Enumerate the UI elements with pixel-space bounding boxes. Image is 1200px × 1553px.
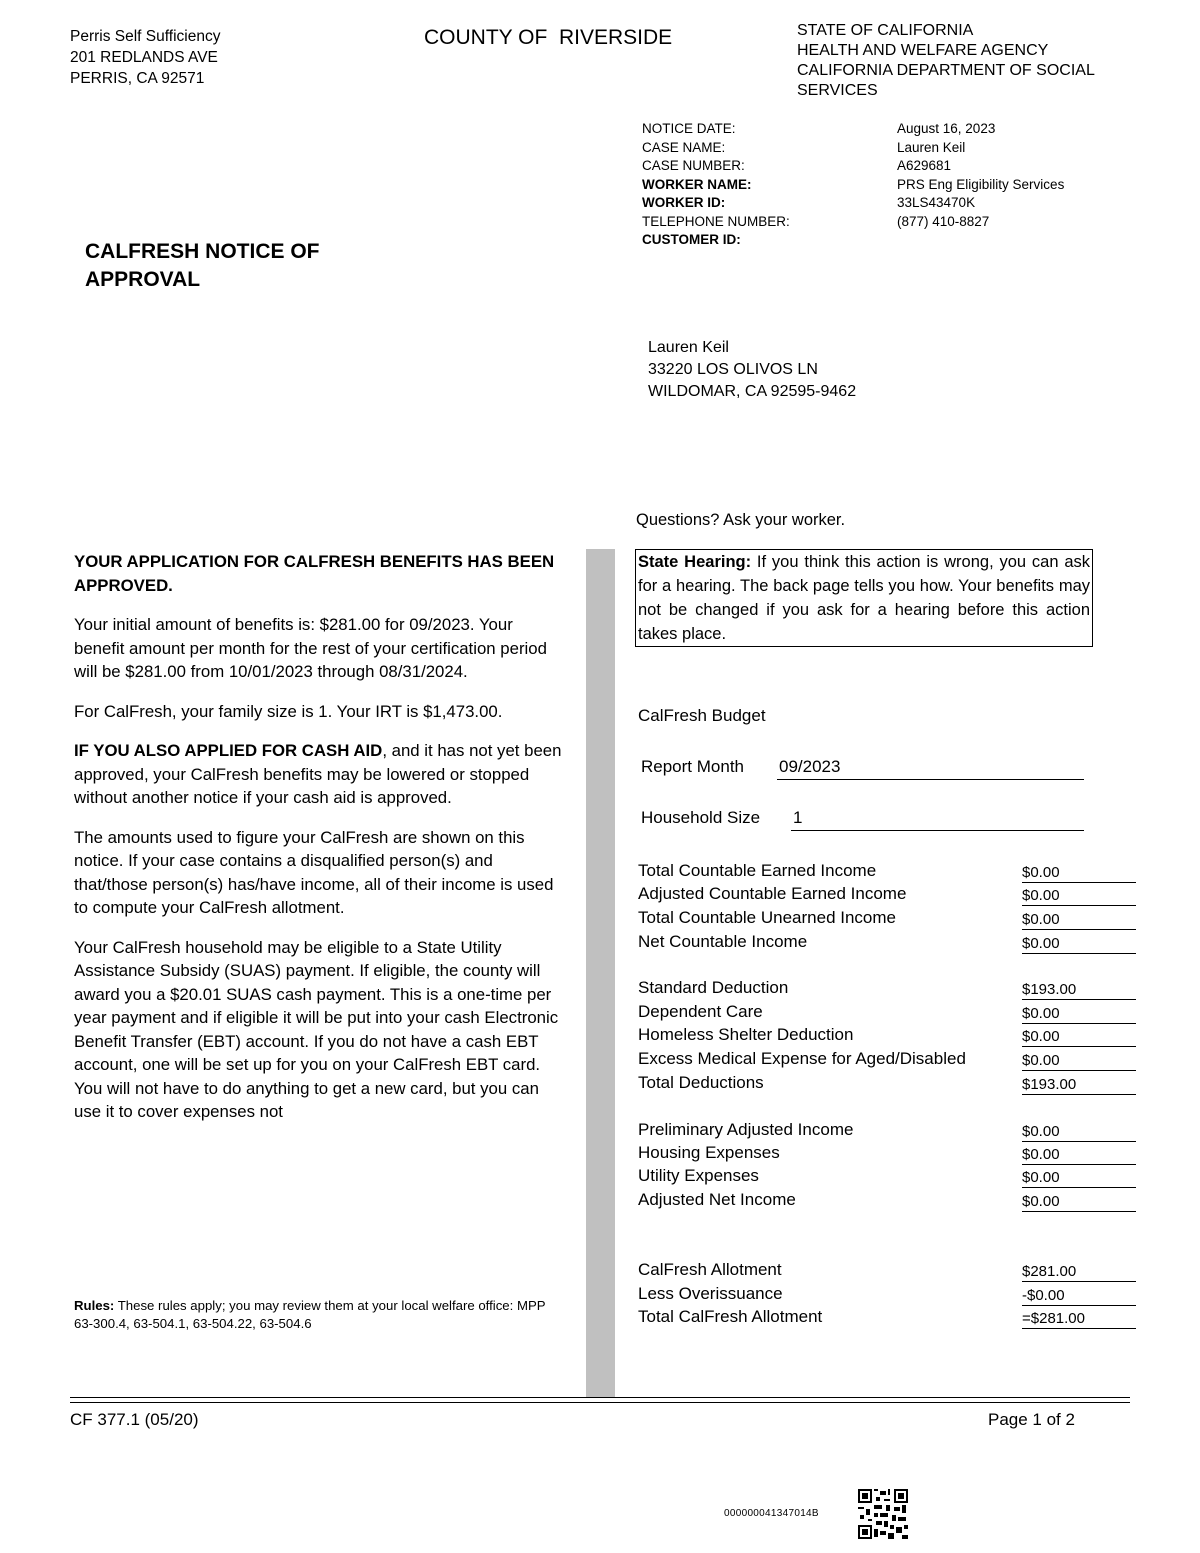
state-hearing-text: If you think this action is wrong, you can ask for a hearing. The back page tells you how. Your benefits may not be changed if you ask for a hearing before this action takes place. <box>638 553 1091 643</box>
budget-row <box>638 1260 1138 1283</box>
budget-row-value: $0.00 <box>1022 910 1136 930</box>
case-number-value: A629681 <box>897 158 952 173</box>
case-number-label: CASE NUMBER: <box>642 158 745 173</box>
state-agency-line: HEALTH AND WELFARE AGENCY <box>797 42 1049 59</box>
budget-row <box>638 1120 1138 1143</box>
budget-row-value: $193.00 <box>1022 980 1136 1000</box>
budget-row-label: Housing Expenses <box>638 1143 780 1162</box>
budget-row <box>638 978 1138 1001</box>
budget-row-label: Adjusted Countable Earned Income <box>638 884 907 903</box>
case-name-label: CASE NAME: <box>642 139 726 155</box>
notice-date-value: August 16, 2023 <box>897 121 996 136</box>
budget-row-label: Total CalFresh Allotment <box>638 1307 823 1326</box>
state-agency-line: CALIFORNIA DEPARTMENT OF SOCIAL <box>797 62 1095 79</box>
telephone-label: TELEPHONE NUMBER: <box>642 213 790 229</box>
office-address <box>70 26 220 89</box>
report-month-label: Report Month <box>641 757 744 776</box>
qr-code-icon <box>858 1489 908 1539</box>
cash-aid-paragraph <box>74 739 564 810</box>
budget-row-label: Standard Deduction <box>638 978 789 997</box>
questions-text: Questions? Ask your worker. <box>636 511 846 529</box>
household-size-field <box>641 808 803 828</box>
budget-row-label: Adjusted Net Income <box>638 1190 796 1209</box>
budget-row-label: Homeless Shelter Deduction <box>638 1025 854 1044</box>
notice-date-label: NOTICE DATE: <box>642 121 736 136</box>
case-info-row <box>642 231 1064 250</box>
budget-row-value: $193.00 <box>1022 1075 1136 1095</box>
budget-row-value: $0.00 <box>1022 934 1136 954</box>
column-divider-bar <box>586 549 615 1398</box>
case-info <box>642 120 1064 250</box>
footer-rule <box>70 1402 1130 1403</box>
budget-row-value: $0.00 <box>1022 1027 1136 1047</box>
budget-row-value: $0.00 <box>1022 1192 1136 1212</box>
budget-row-label: Dependent Care <box>638 1002 763 1021</box>
cash-aid-heading: IF YOU ALSO APPLIED FOR CASH AID <box>74 741 383 760</box>
case-info-row <box>642 157 1064 176</box>
footer-rule <box>70 1397 1130 1398</box>
recipient-address <box>648 337 856 403</box>
recipient-line: WILDOMAR, CA 92595-9462 <box>648 383 857 400</box>
budget-row <box>638 884 1138 907</box>
budget-row <box>638 908 1138 931</box>
case-info-row <box>642 176 1064 195</box>
recipient-line: Lauren Keil <box>648 339 729 356</box>
case-info-row <box>642 139 1064 158</box>
budget-row-value: $0.00 <box>1022 1004 1136 1024</box>
budget-row-label: Excess Medical Expense for Aged/Disabled <box>638 1049 966 1068</box>
household-size-label: Household Size <box>641 808 761 827</box>
budget-row-label: CalFresh Allotment <box>638 1260 782 1279</box>
budget-row-label: Total Deductions <box>638 1073 764 1092</box>
budget-row <box>638 1049 1138 1072</box>
budget-row-value: $281.00 <box>1022 1262 1136 1282</box>
budget-row <box>638 1284 1138 1307</box>
rules-note <box>74 1297 564 1333</box>
suas-paragraph: Your CalFresh household may be eligible to a State Utility Assistance Subsidy (SUAS) payment. If eligible, the county will award you a $20.01 SUAS cash payment. This is a one-time per year payment and if eligible it will be put into your cash Electronic Benefit Transfer (EBT) account. If you do not have a cash EBT account, one will be set up for you on your CalFresh EBT card. You will not have to do anything to get a new card, but you can use it to cover expenses not <box>74 937 559 1121</box>
budget-row-value: $0.00 <box>1022 1122 1136 1142</box>
worker-name-value: PRS Eng Eligibility Services <box>897 176 1065 192</box>
cash-aid-text: , and it has not yet been approved, your CalFresh benefits may be lowered or stopped without another notice if your cash aid is approved. <box>74 741 562 807</box>
budget-title: CalFresh Budget <box>638 706 766 725</box>
approval-heading: YOUR APPLICATION FOR CALFRESH BENEFITS HAS BEEN APPROVED. <box>74 552 555 595</box>
worker-id-value: 33LS43470K <box>897 195 976 210</box>
report-month-value: 09/2023 <box>777 757 1084 780</box>
state-agency <box>797 21 1157 101</box>
office-address-line: Perris Self Sufficiency <box>70 28 221 45</box>
budget-row <box>638 861 1138 884</box>
budget-row-value: =$281.00 <box>1022 1309 1136 1329</box>
budget-row <box>638 1073 1138 1096</box>
budget-row <box>638 1143 1138 1166</box>
case-info-row <box>642 120 1064 139</box>
budget-row <box>638 1166 1138 1189</box>
state-hearing-box <box>635 549 1093 647</box>
budget-row-value: $0.00 <box>1022 1145 1136 1165</box>
budget-row-value: $0.00 <box>1022 863 1136 883</box>
worker-id-label: WORKER ID: <box>642 195 726 210</box>
approval-body <box>74 550 564 1140</box>
report-month-field <box>641 757 841 777</box>
notice-title-line: CALFRESH NOTICE OF <box>85 240 320 263</box>
barcode-number: 000000041347014B <box>724 1508 819 1519</box>
budget-row-value: $0.00 <box>1022 886 1136 906</box>
budget-row-value: $0.00 <box>1022 1051 1136 1071</box>
budget-row-value: -$0.00 <box>1022 1286 1136 1306</box>
state-agency-line: SERVICES <box>797 82 878 99</box>
page-number: Page 1 of 2 <box>988 1410 1075 1429</box>
budget-row-label: Utility Expenses <box>638 1166 759 1185</box>
rules-label: Rules: <box>74 1298 115 1313</box>
budget-row-label: Less Overissuance <box>638 1284 783 1303</box>
rules-text: These rules apply; you may review them at your local welfare office: MPP 63-300.4, 63-504.1, 63-504.22, 63-504.6 <box>74 1298 546 1331</box>
notice-title <box>85 238 320 294</box>
customer-id-label: CUSTOMER ID: <box>642 232 741 247</box>
budget-row-value: $0.00 <box>1022 1168 1136 1188</box>
budget-row-label: Preliminary Adjusted Income <box>638 1120 854 1139</box>
form-id: CF 377.1 (05/20) <box>70 1410 199 1429</box>
county-title: COUNTY OF RIVERSIDE <box>424 26 673 49</box>
budget-row-label: Total Countable Unearned Income <box>638 908 896 927</box>
budget-row <box>638 1002 1138 1025</box>
case-info-row <box>642 213 1064 232</box>
amounts-paragraph: The amounts used to figure your CalFresh are shown on this notice. If your case contains a disqualified person(s) and that/those person(s) has/have income, all of their income is used to compute your CalFresh allotment. <box>74 827 554 917</box>
office-address-line: 201 REDLANDS AVE <box>70 49 218 66</box>
budget-row <box>638 1190 1138 1213</box>
office-address-line: PERRIS, CA 92571 <box>70 70 205 87</box>
budget-row-label: Total Countable Earned Income <box>638 861 877 880</box>
budget-row <box>638 1307 1138 1330</box>
budget-row <box>638 932 1138 955</box>
budget-row-label: Net Countable Income <box>638 932 808 951</box>
budget-row <box>638 1025 1138 1048</box>
family-size-paragraph: For CalFresh, your family size is 1. Your IRT is $1,473.00. <box>74 701 503 721</box>
recipient-line: 33220 LOS OLIVOS LN <box>648 361 818 378</box>
notice-title-line: APPROVAL <box>85 268 201 291</box>
initial-benefit-paragraph: Your initial amount of benefits is: $281.00 for 09/2023. Your benefit amount per month for the rest of your certification period will be $281.00 from 10/01/2023 through 08/31/2024. <box>74 615 547 681</box>
telephone-value: (877) 410-8827 <box>897 213 990 229</box>
case-info-row <box>642 194 1064 213</box>
household-size-value: 1 <box>791 808 1084 831</box>
case-name-value: Lauren Keil <box>897 139 966 155</box>
state-agency-line: STATE OF CALIFORNIA <box>797 22 974 39</box>
state-hearing-label: State Hearing: <box>638 553 752 571</box>
worker-name-label: WORKER NAME: <box>642 176 752 192</box>
